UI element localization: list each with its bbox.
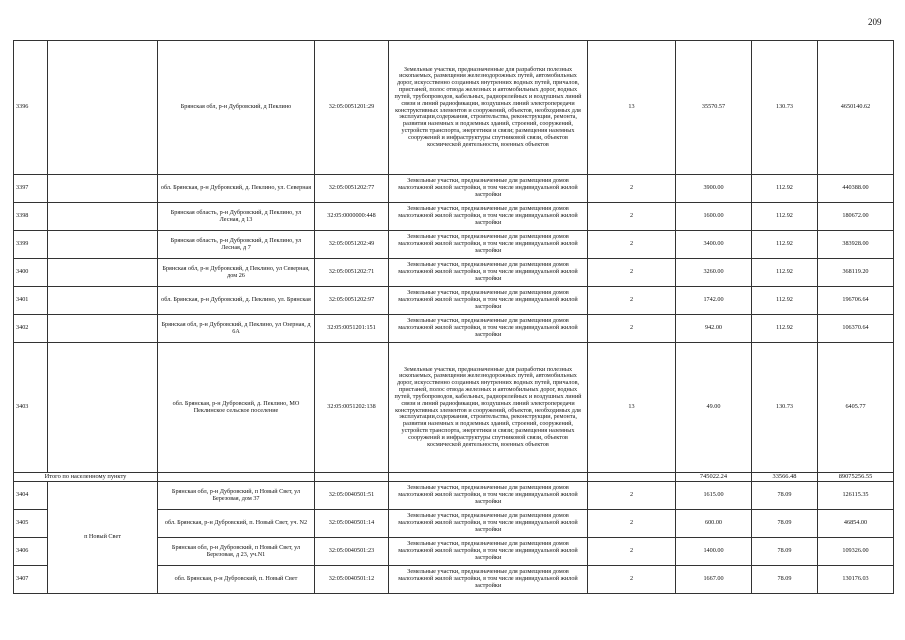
area-cell: 3900.00 [676, 175, 752, 203]
total-cadastral-value: 89075256.55 [818, 473, 894, 482]
land-use-cell: Земельные участки, предназначенные для размещения домов малоэтажной жилой застройки, в том числе индивидуальной жилой застройки [389, 203, 588, 231]
total-area: 745022.24 [676, 473, 752, 482]
land-use-cell: Земельные участки, предназначенные для размещения домов малоэтажной жилой застройки, в том числе индивидуальной жилой застройки [389, 482, 588, 510]
land-use-cell: Земельные участки, предназначенные для разработки полезных ископаемых, размещения железнодорожных путей, автомобильных дорог, искусственно созданных внутренних водных путей, причалов, пристаней, полос отвода железных и автомобильных дорог, водных путей, трубопроводов, кабельных, радиорелейных и воздушных линий связи и линий радиофикации, воздушных линий электропередачи конструктивных элементов и сооружений, объектов, необходимых для эксплуатации,содержания, строительства, реконструкции, ремонта, развития наземных и подземных зданий, строений, сооружений, устройств транспорта, энергетики и связи; размещения наземных сооружений и инфраструктуры спутниковой связи, объектов космической деятельности, военных объектов [389, 343, 588, 473]
use-group-cell: 2 [588, 203, 676, 231]
specific-value-cell: 78.09 [752, 482, 818, 510]
area-cell: 1600.00 [676, 203, 752, 231]
row-number: 3396 [14, 41, 48, 175]
table-row [14, 231, 894, 259]
cadastral-number-cell: 32:05:0000000:448 [315, 203, 389, 231]
address-cell: Брянская область, р-н Дубровский, д Пеклино, ул Лесная, д 7 [158, 231, 315, 259]
cadastral-number-cell: 32:05:0040501:14 [315, 510, 389, 538]
use-group-cell: 2 [588, 538, 676, 566]
use-group-cell: 2 [588, 175, 676, 203]
use-group-cell: 2 [588, 482, 676, 510]
address-cell: обл. Брянская, р-н Дубровский, д. Пеклино, ул. Брянская [158, 287, 315, 315]
cadastral-value-cell: 126115.35 [818, 482, 894, 510]
row-number: 3403 [14, 343, 48, 473]
specific-value-cell: 78.09 [752, 538, 818, 566]
use-group-cell: 2 [588, 315, 676, 343]
land-use-cell: Земельные участки, предназначенные для размещения домов малоэтажной жилой застройки, в том числе индивидуальной жилой застройки [389, 259, 588, 287]
settlement-cell [48, 315, 158, 343]
area-cell: 3260.00 [676, 259, 752, 287]
row-number: 3401 [14, 287, 48, 315]
total-empty-use [389, 473, 588, 482]
total-specific-value: 33566.48 [752, 473, 818, 482]
address-cell: Брянская область, р-н Дубровский, д Пеклино, ул Лесная, д 13 [158, 203, 315, 231]
cadastral-value-cell: 130176.03 [818, 566, 894, 594]
address-cell: Брянская обл, р-н Дубровский, п Новый Свет, ул Березовая, дом 37 [158, 482, 315, 510]
table-row [14, 315, 894, 343]
settlement-cell [48, 287, 158, 315]
specific-value-cell: 130.73 [752, 343, 818, 473]
row-number: 3405 [14, 510, 48, 538]
cadastral-value-cell: 106370.64 [818, 315, 894, 343]
area-cell: 942.00 [676, 315, 752, 343]
area-cell: 49.00 [676, 343, 752, 473]
use-group-cell: 13 [588, 343, 676, 473]
row-number: 3406 [14, 538, 48, 566]
land-use-cell: Земельные участки, предназначенные для размещения домов малоэтажной жилой застройки, в том числе индивидуальной жилой застройки [389, 315, 588, 343]
specific-value-cell: 112.92 [752, 175, 818, 203]
land-use-cell: Земельные участки, предназначенные для разработки полезных ископаемых, размещения железнодорожных путей, автомобильных дорог, искусственно созданных внутренних водных путей, причалов, пристаней, полос отвода железных и автомобильных дорог, водных путей, трубопроводов, кабельных, радиорелейных и воздушных линий связи и линий радиофикации, воздушных линий электропередачи конструктивных элементов и сооружений, объектов, необходимых для эксплуатации,содержания, строительства, реконструкции, ремонта, развития наземных и подземных зданий, строений, сооружений, устройств транспорта, энергетики и связи; размещения наземных сооружений и инфраструктуры спутниковой связи, объектов космической деятельности, военных объектов [389, 41, 588, 175]
row-number: 3399 [14, 231, 48, 259]
cadastral-number-cell: 32:05:0051201:151 [315, 315, 389, 343]
settlement-cell [48, 231, 158, 259]
cadastral-number-cell: 32:05:0051201:29 [315, 41, 389, 175]
area-cell: 1742.00 [676, 287, 752, 315]
cadastral-value-cell: 46854.00 [818, 510, 894, 538]
specific-value-cell: 112.92 [752, 287, 818, 315]
address-cell: обл. Брянская, р-н Дубровский, д. Пеклино, ул. Северная [158, 175, 315, 203]
table-row [14, 287, 894, 315]
address-cell: обл. Брянская, р-н Дубровский, д. Пеклино, МО Пеклинское сельское поселение [158, 343, 315, 473]
cadastral-number-cell: 32:05:0040501:23 [315, 538, 389, 566]
area-cell: 3400.00 [676, 231, 752, 259]
cadastral-value-cell: 368119.20 [818, 259, 894, 287]
total-empty-group [588, 473, 676, 482]
settlement-label: п Новый Свет [48, 482, 158, 594]
settlement-cell [48, 343, 158, 473]
cadastral-value-cell: 4650140.62 [818, 41, 894, 175]
address-cell: обл. Брянская, р-н Дубровский, п. Новый Свет [158, 566, 315, 594]
area-cell: 35570.57 [676, 41, 752, 175]
settlement-cell [48, 259, 158, 287]
land-use-cell: Земельные участки, предназначенные для размещения домов малоэтажной жилой застройки, в том числе индивидуальной жилой застройки [389, 566, 588, 594]
address-cell: Брянская обл, р-н Дубровский, д Пеклино, ул Северная, дом 26 [158, 259, 315, 287]
page-number: 209 [868, 17, 882, 27]
use-group-cell: 2 [588, 566, 676, 594]
area-cell: 600.00 [676, 510, 752, 538]
area-cell: 1400.00 [676, 538, 752, 566]
cadastral-value-cell: 383928.00 [818, 231, 894, 259]
total-empty-address [158, 473, 315, 482]
cadastral-value-cell: 6405.77 [818, 343, 894, 473]
table-row [14, 482, 894, 510]
use-group-cell: 2 [588, 231, 676, 259]
specific-value-cell: 78.09 [752, 510, 818, 538]
address-cell: Брянская обл, р-н Дубровский, д Пеклино [158, 41, 315, 175]
land-use-cell: Земельные участки, предназначенные для размещения домов малоэтажной жилой застройки, в том числе индивидуальной жилой застройки [389, 538, 588, 566]
use-group-cell: 2 [588, 510, 676, 538]
cadastral-number-cell: 32:05:0051202:71 [315, 259, 389, 287]
cadastral-number-cell: 32:05:0051202:77 [315, 175, 389, 203]
specific-value-cell: 78.09 [752, 566, 818, 594]
row-number: 3400 [14, 259, 48, 287]
row-number: 3402 [14, 315, 48, 343]
address-cell: обл. Брянская, р-н Дубровский, п. Новый Свет, уч. N2 [158, 510, 315, 538]
settlement-cell [48, 203, 158, 231]
specific-value-cell: 112.92 [752, 259, 818, 287]
area-cell: 1615.00 [676, 482, 752, 510]
table-row [14, 343, 894, 473]
cadastral-value-cell: 180672.00 [818, 203, 894, 231]
use-group-cell: 2 [588, 287, 676, 315]
row-number: 3398 [14, 203, 48, 231]
settlement-cell [48, 175, 158, 203]
cadastral-value-cell: 440388.00 [818, 175, 894, 203]
use-group-cell: 13 [588, 41, 676, 175]
use-group-cell: 2 [588, 259, 676, 287]
table-row [14, 41, 894, 175]
cadastral-number-cell: 32:05:0040501:51 [315, 482, 389, 510]
table-row [14, 259, 894, 287]
settlement-cell [48, 41, 158, 175]
table-row [14, 203, 894, 231]
total-label: Итого по населенному пункту [14, 473, 158, 482]
land-use-cell: Земельные участки, предназначенные для размещения домов малоэтажной жилой застройки, в том числе индивидуальной жилой застройки [389, 287, 588, 315]
specific-value-cell: 112.92 [752, 315, 818, 343]
total-empty-cadastral [315, 473, 389, 482]
specific-value-cell: 112.92 [752, 203, 818, 231]
table-row [14, 175, 894, 203]
cadastral-value-table [13, 40, 894, 594]
specific-value-cell: 130.73 [752, 41, 818, 175]
cadastral-value-cell: 196706.64 [818, 287, 894, 315]
area-cell: 1667.00 [676, 566, 752, 594]
row-number: 3397 [14, 175, 48, 203]
row-number: 3407 [14, 566, 48, 594]
land-use-cell: Земельные участки, предназначенные для размещения домов малоэтажной жилой застройки, в том числе индивидуальной жилой застройки [389, 510, 588, 538]
address-cell: Брянская обл, р-н Дубровский, д Пеклино, ул Озерная, д 6А [158, 315, 315, 343]
specific-value-cell: 112.92 [752, 231, 818, 259]
cadastral-number-cell: 32:05:0051202:97 [315, 287, 389, 315]
land-use-cell: Земельные участки, предназначенные для размещения домов малоэтажной жилой застройки, в том числе индивидуальной жилой застройки [389, 231, 588, 259]
cadastral-number-cell: 32:05:0051202:138 [315, 343, 389, 473]
cadastral-number-cell: 32:05:0040501:12 [315, 566, 389, 594]
settlement-total-row [14, 473, 894, 482]
land-use-cell: Земельные участки, предназначенные для размещения домов малоэтажной жилой застройки, в том числе индивидуальной жилой застройки [389, 175, 588, 203]
address-cell: Брянская обл, р-н Дубровский, п Новый Свет, ул Березовая, д 23, уч.N1 [158, 538, 315, 566]
cadastral-number-cell: 32:05:0051202:49 [315, 231, 389, 259]
row-number: 3404 [14, 482, 48, 510]
cadastral-value-cell: 109326.00 [818, 538, 894, 566]
